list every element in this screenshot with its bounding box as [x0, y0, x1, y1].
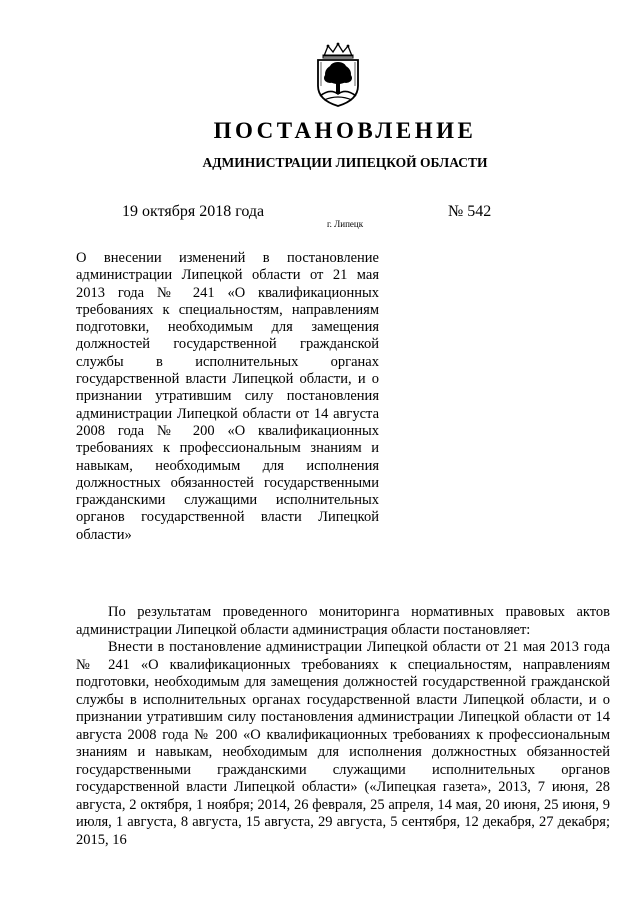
body-paragraph-2: Внести в постановление администрации Липецкой области от 21 мая 2013 года № 241 «О квалификационных требованиях к специальностям, направлениям подготовки, необходимым для замещения должностей государственной гражданской службы в исполнительных органах государственной власти Липецкой области, и о признании утратившим силу постановления администрации Липецкой области от 14 августа 2008 года № 200 «О квалификационных требованиях к профессиональным знаниям и навыкам, необходимым для исполнения должностных обязанностей государственными гражданскими служащими исполнительных органов государственной власти Липецкой области» («Липецкая газета», 2013, 7 июня, 28 августа, 2 октября, 1 ноября; 2014, 26 февраля, 25 апреля, 14 мая, 20 июня, 25 июня, 9 июля, 1 августа, 8 августа, 15 августа, 29 августа, 5 сентября, 12 декабря, 27 декабря; 2015, 16 [76, 639, 610, 848]
document-subject: О внесении изменений в постановление администрации Липецкой области от 21 мая 2013 года № 241 «О квалификационных требованиях к специальностям, направлениям подготовки, необходимым для замещения должностей государственной гражданской службы в исполнительных органах государственной власти Липецкой области, и о признании утратившим силу постановления администрации Липецкой области от 14 августа 2008 года № 200 «О квалификационных требованиях к профессиональным знаниям и навыкам, необходимым для исполнения должностных обязанностей государственными гражданскими служащими исполнительных органов государственной власти Липецкой области» [76, 250, 379, 543]
document-city: г. Липецк [327, 219, 364, 229]
coat-of-arms-icon [310, 42, 366, 108]
document-issuer: АДМИНИСТРАЦИИ ЛИПЕЦКОЙ ОБЛАСТИ [202, 155, 488, 170]
document-number: № 542 [448, 203, 492, 220]
document-body [76, 604, 610, 849]
document-title: ПОСТАНОВЛЕНИЕ [213, 118, 477, 143]
document-date: 19 октября 2018 года [122, 203, 265, 220]
coat-of-arms-emblem [310, 42, 366, 108]
body-paragraph-1: По результатам проведенного мониторинга нормативных правовых актов администрации Липецкой области администрация области постановляет: [76, 604, 610, 638]
